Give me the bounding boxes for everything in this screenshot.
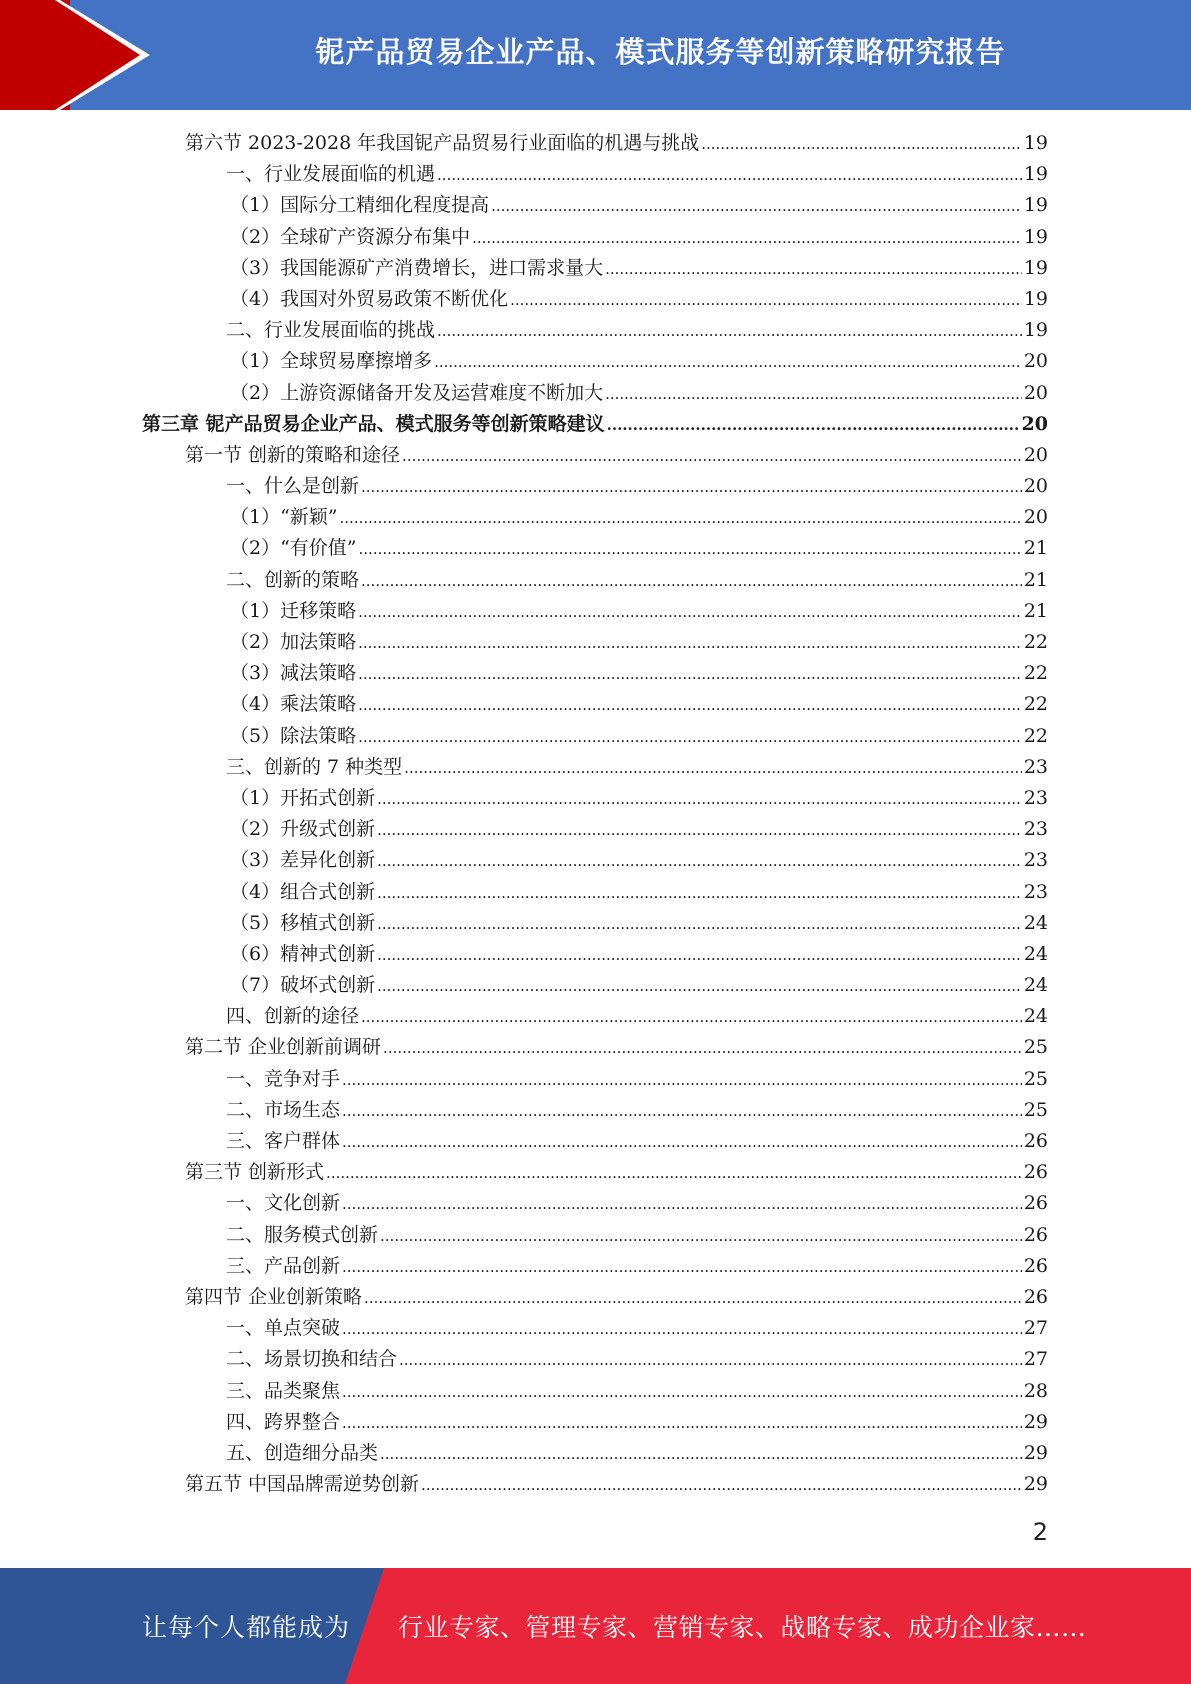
toc-entry[interactable] [142, 939, 1048, 970]
toc-entry-page: 20 [1023, 381, 1048, 404]
toc-entry-page: 19 [1023, 256, 1048, 279]
report-title: 铌产品贸易企业产品、模式服务等创新策略研究报告 [315, 34, 1006, 69]
toc-entry-page: 26 [1023, 1254, 1048, 1277]
toc-entry[interactable] [142, 471, 1048, 502]
toc-entry[interactable] [142, 1344, 1048, 1375]
toc-entry-title: 二、行业发展面临的挑战 [226, 319, 436, 342]
toc-entry-page: 22 [1023, 662, 1048, 685]
toc-dot-leader [377, 846, 1022, 877]
toc-entry-page: 29 [1023, 1473, 1048, 1496]
toc-dot-leader [358, 659, 1022, 690]
toc-entry[interactable] [142, 190, 1048, 221]
page-header [0, 0, 1191, 110]
toc-dot-leader [342, 1189, 1022, 1220]
toc-entry-title: 第六节 2023-2028 年我国铌产品贸易行业面临的机遇与挑战 [185, 132, 700, 154]
toc-dot-leader [361, 1002, 1022, 1033]
toc-entry-page: 25 [1023, 1098, 1048, 1121]
toc-entry[interactable] [142, 565, 1048, 596]
toc-entry[interactable] [142, 845, 1048, 876]
toc-entry-title: 第三章 铌产品贸易企业产品、模式服务等创新策略建议 [142, 412, 605, 435]
toc-entry-title: 二、创新的策略 [226, 568, 360, 591]
toc-entry-title: 二、服务模式创新 [226, 1223, 379, 1246]
toc-dot-leader [342, 1252, 1022, 1283]
toc-dot-leader [358, 690, 1022, 721]
toc-entry-page: 25 [1023, 1036, 1048, 1059]
toc-entry-title: 三、客户群体 [226, 1130, 341, 1152]
toc-entry[interactable] [142, 1032, 1048, 1063]
toc-entry[interactable] [142, 721, 1048, 752]
toc-entry-title: （2）加法策略 [230, 631, 357, 653]
toc-entry-page: 27 [1023, 1317, 1048, 1340]
toc-entry[interactable] [142, 502, 1048, 533]
toc-entry-page: 22 [1023, 631, 1048, 653]
toc-entry[interactable] [142, 284, 1048, 315]
toc-dot-leader [380, 1439, 1022, 1470]
toc-entry-title: （1）全球贸易摩擦增多 [230, 350, 433, 373]
toc-entry-title: 一、单点突破 [226, 1317, 341, 1340]
toc-dot-leader [607, 410, 1020, 441]
toc-dot-leader [472, 223, 1022, 254]
toc-entry-title: （7）破坏式创新 [230, 974, 376, 997]
toc-entry-page: 26 [1023, 1192, 1048, 1215]
toc-entry[interactable] [142, 1064, 1048, 1095]
toc-dot-leader [399, 1345, 1022, 1376]
toc-entry[interactable] [142, 253, 1048, 284]
toc-entry[interactable] [142, 533, 1048, 564]
toc-entry[interactable] [142, 1407, 1048, 1438]
toc-entry-page: 22 [1023, 724, 1048, 747]
toc-entry-page: 19 [1023, 194, 1048, 217]
toc-dot-leader [437, 316, 1022, 347]
toc-entry-title: 一、竞争对手 [226, 1067, 341, 1090]
toc-entry-page: 26 [1023, 1130, 1048, 1152]
toc-entry-title: 第三节 创新形式 [185, 1161, 325, 1184]
toc-entry[interactable] [142, 378, 1048, 409]
toc-entry[interactable] [142, 689, 1048, 720]
toc-entry[interactable] [142, 159, 1048, 190]
toc-entry[interactable] [142, 1095, 1048, 1126]
toc-dot-leader [342, 1096, 1022, 1127]
toc-dot-leader [377, 815, 1022, 846]
toc-dot-leader [701, 129, 1022, 160]
toc-entry[interactable] [142, 1157, 1048, 1188]
toc-entry-page: 19 [1023, 132, 1048, 154]
toc-entry-title: 三、创新的 7 种类型 [226, 755, 403, 778]
toc-entry-title: （3）我国能源矿产消费增长，进口需求量大 [230, 256, 604, 279]
table-of-contents [142, 128, 1048, 1500]
toc-dot-leader [377, 909, 1022, 940]
toc-entry[interactable] [142, 1438, 1048, 1469]
toc-entry-title: 四、创新的途径 [226, 1005, 360, 1028]
toc-dot-leader [359, 534, 1022, 565]
toc-entry-page: 25 [1023, 1067, 1048, 1090]
toc-entry[interactable] [142, 814, 1048, 845]
toc-entry-title: （3）差异化创新 [230, 849, 376, 872]
toc-entry[interactable] [142, 877, 1048, 908]
toc-entry-title: （1）开拓式创新 [230, 786, 376, 809]
toc-entry[interactable] [142, 1251, 1048, 1282]
toc-dot-leader [421, 1470, 1022, 1501]
toc-entry-page: 23 [1023, 755, 1048, 778]
toc-dot-leader [342, 1408, 1022, 1439]
toc-entry[interactable] [142, 1126, 1048, 1157]
toc-dot-leader [377, 971, 1022, 1002]
page-number: 2 [1032, 1518, 1048, 1546]
toc-entry[interactable] [142, 1188, 1048, 1219]
toc-entry-title: 第一节 创新的策略和途径 [185, 443, 401, 466]
toc-dot-leader [358, 597, 1022, 628]
toc-entry[interactable] [142, 1469, 1048, 1500]
toc-entry-page: 24 [1023, 974, 1048, 997]
toc-entry-title: （6）精神式创新 [230, 942, 376, 965]
toc-dot-leader [361, 472, 1022, 503]
toc-entry-title: （1）“新颖” [230, 506, 338, 529]
toc-entry-title: 第四节 企业创新策略 [185, 1285, 363, 1308]
toc-entry-page: 19 [1023, 225, 1048, 248]
toc-entry[interactable] [142, 1001, 1048, 1032]
toc-dot-leader [437, 160, 1022, 191]
toc-entry-title: 二、市场生态 [226, 1098, 341, 1121]
toc-entry-title: 三、产品创新 [226, 1254, 341, 1277]
toc-entry-page: 21 [1023, 599, 1048, 622]
toc-dot-leader [340, 503, 1022, 534]
toc-entry-title: （1）迁移策略 [230, 599, 357, 622]
toc-entry-page: 23 [1023, 786, 1048, 809]
toc-entry-page: 26 [1023, 1285, 1048, 1308]
toc-entry-page: 27 [1023, 1348, 1048, 1371]
toc-entry[interactable] [142, 1282, 1048, 1313]
toc-entry-title: 五、创造细分品类 [226, 1441, 379, 1464]
toc-entry-page: 28 [1023, 1379, 1048, 1402]
toc-dot-leader [510, 285, 1022, 316]
toc-entry[interactable] [142, 596, 1048, 627]
toc-entry-page: 29 [1023, 1410, 1048, 1433]
toc-dot-leader [380, 1221, 1022, 1252]
toc-entry-title: 第二节 企业创新前调研 [185, 1036, 382, 1059]
footer-slogan-right: 行业专家、管理专家、营销专家、战略专家、成功企业家…… [398, 1613, 1087, 1642]
toc-entry[interactable] [142, 409, 1048, 440]
page-footer [0, 1568, 1191, 1684]
toc-dot-leader [402, 441, 1022, 472]
toc-entry-page: 19 [1023, 163, 1048, 186]
toc-entry-title: （1）国际分工精细化程度提高 [230, 194, 490, 217]
toc-dot-leader [342, 1314, 1022, 1345]
toc-dot-leader [377, 878, 1022, 909]
footer-slogan-left: 让每个人都能成为 [142, 1613, 351, 1642]
toc-entry-page: 29 [1023, 1441, 1048, 1464]
toc-entry-title: （5）除法策略 [230, 724, 357, 747]
toc-entry-title: （3）减法策略 [230, 662, 357, 685]
toc-entry[interactable] [142, 1376, 1048, 1407]
toc-entry[interactable] [142, 970, 1048, 1001]
toc-entry[interactable] [142, 627, 1048, 658]
toc-entry-page: 26 [1023, 1161, 1048, 1184]
toc-entry-title: （5）移植式创新 [230, 911, 376, 934]
toc-entry-page: 26 [1023, 1223, 1048, 1246]
toc-entry-title: （2）“有价值” [230, 537, 357, 560]
toc-entry-title: 二、场景切换和结合 [226, 1348, 398, 1371]
toc-entry[interactable] [142, 752, 1048, 783]
toc-entry-page: 19 [1023, 319, 1048, 342]
toc-entry-page: 19 [1023, 287, 1048, 310]
toc-entry-title: 一、什么是创新 [226, 475, 360, 498]
toc-entry[interactable] [142, 1313, 1048, 1344]
toc-dot-leader [605, 379, 1022, 410]
toc-entry[interactable] [142, 908, 1048, 939]
toc-dot-leader [361, 566, 1022, 597]
toc-entry-title: （4）组合式创新 [230, 880, 376, 903]
toc-dot-leader [342, 1377, 1022, 1408]
toc-entry-page: 22 [1023, 693, 1048, 716]
toc-dot-leader [326, 1158, 1022, 1189]
toc-entry-page: 20 [1023, 475, 1048, 498]
toc-entry-page: 24 [1023, 1005, 1048, 1028]
toc-entry-page: 20 [1021, 412, 1048, 435]
toc-entry-title: （2）全球矿产资源分布集中 [230, 225, 471, 248]
toc-dot-leader [358, 628, 1022, 659]
toc-entry-page: 20 [1023, 350, 1048, 373]
toc-entry-page: 23 [1023, 880, 1048, 903]
toc-dot-leader [342, 1127, 1022, 1158]
toc-entry[interactable] [142, 783, 1048, 814]
toc-entry-title: 一、行业发展面临的机遇 [226, 163, 436, 186]
toc-entry-title: 三、品类聚焦 [226, 1379, 341, 1402]
toc-entry-title: （2）升级式创新 [230, 818, 376, 841]
toc-entry[interactable] [142, 222, 1048, 253]
toc-entry-title: （4）我国对外贸易政策不断优化 [230, 287, 509, 310]
toc-entry-page: 20 [1023, 506, 1048, 529]
toc-entry-page: 24 [1023, 911, 1048, 934]
toc-entry[interactable] [142, 315, 1048, 346]
toc-dot-leader [383, 1033, 1022, 1064]
toc-dot-leader [434, 347, 1022, 378]
toc-entry[interactable] [142, 1220, 1048, 1251]
toc-entry-title: （4）乘法策略 [230, 693, 357, 716]
toc-dot-leader [377, 940, 1022, 971]
toc-dot-leader [377, 784, 1022, 815]
toc-entry-page: 21 [1023, 537, 1048, 560]
toc-entry-title: 一、文化创新 [226, 1192, 341, 1215]
toc-dot-leader [342, 1065, 1022, 1096]
toc-entry-page: 21 [1023, 568, 1048, 591]
toc-dot-leader [358, 722, 1022, 753]
toc-entry[interactable] [142, 440, 1048, 471]
toc-entry-title: 第五节 中国品牌需逆势创新 [185, 1473, 420, 1496]
toc-dot-leader [364, 1283, 1022, 1314]
toc-dot-leader [605, 254, 1022, 285]
toc-dot-leader [491, 191, 1022, 222]
header-arrow-icon [0, 0, 150, 110]
toc-entry-page: 23 [1023, 849, 1048, 872]
toc-entry[interactable] [142, 658, 1048, 689]
toc-entry-title: 四、跨界整合 [226, 1410, 341, 1433]
toc-entry[interactable] [142, 346, 1048, 377]
toc-entry-title: （2）上游资源储备开发及运营难度不断加大 [230, 381, 604, 404]
toc-entry-page: 20 [1023, 443, 1048, 466]
toc-entry-page: 23 [1023, 818, 1048, 841]
toc-entry[interactable] [142, 128, 1048, 159]
toc-dot-leader [404, 753, 1022, 784]
toc-entry-page: 24 [1023, 942, 1048, 965]
